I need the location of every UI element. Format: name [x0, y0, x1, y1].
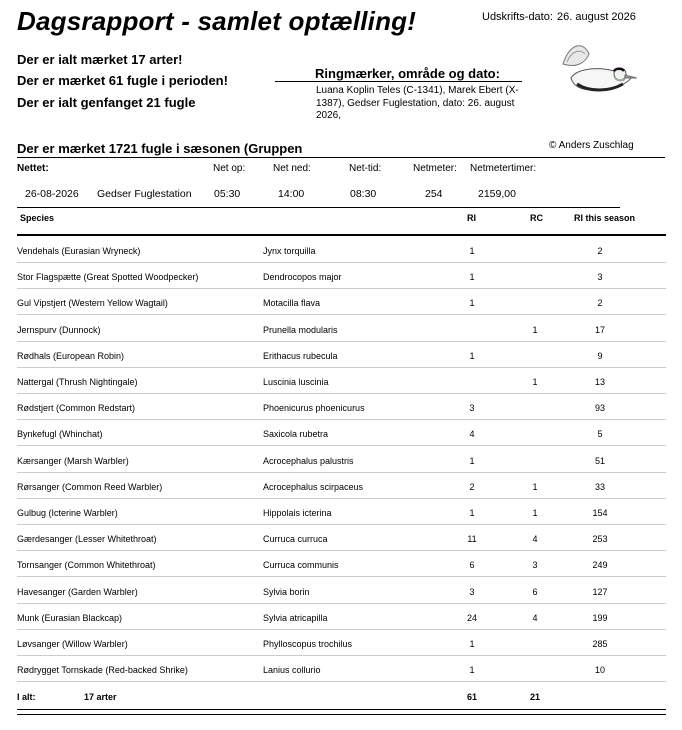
- ri-value: 11: [467, 534, 477, 545]
- latin-name: Acrocephalus scirpaceus: [263, 481, 364, 492]
- net-meter-value: 254: [425, 188, 443, 200]
- season-value: 2: [597, 298, 603, 309]
- net-metertimer-value: 2159,00: [478, 188, 516, 200]
- season-total: Der er mærket 1721 fugle i sæsonen (Gruppen: [17, 141, 303, 156]
- totals-ri: 61: [466, 692, 477, 702]
- rc-value: 3: [532, 560, 538, 571]
- ri-value: 3: [469, 403, 475, 414]
- season-divider: [17, 157, 665, 158]
- latin-name: Prunella modularis: [263, 324, 338, 335]
- season-value: 154: [592, 508, 608, 518]
- latin-name: Phylloscopus trochilus: [263, 639, 353, 649]
- ri-value: 24: [466, 612, 477, 623]
- net-divider: [17, 207, 620, 208]
- rc-value: 1: [532, 508, 538, 518]
- table-row: [17, 525, 666, 551]
- net-header-ned: Net ned:: [273, 163, 311, 174]
- column-ri: RI: [467, 213, 476, 223]
- table-header-divider: [17, 234, 666, 236]
- latin-name: Curruca communis: [263, 560, 339, 571]
- species-name: Munk (Eurasian Blackcap): [17, 612, 123, 623]
- ri-value: 1: [469, 350, 475, 361]
- table-row: [17, 473, 666, 499]
- latin-name: Acrocephalus palustris: [263, 455, 354, 466]
- season-value: 3: [597, 272, 603, 283]
- print-date-label: Udskrifts-dato:: [482, 11, 553, 23]
- summary-species-marked: Der er ialt mærket 17 arter!: [17, 52, 183, 67]
- table-row: [17, 447, 666, 473]
- table-end-rule-1: [17, 709, 666, 710]
- net-ned-value: 14:00: [278, 188, 305, 200]
- rc-value: 1: [532, 324, 538, 335]
- season-value: 127: [592, 586, 608, 597]
- column-rc: RC: [530, 213, 543, 223]
- species-name: Gærdesanger (Lesser Whitethroat): [17, 534, 157, 545]
- table-row: [17, 289, 666, 315]
- species-name: Tornsanger (Common Whitethroat): [17, 560, 156, 571]
- net-header-tid: Net-tid:: [349, 163, 382, 174]
- column-species: Species: [20, 213, 55, 223]
- ri-value: 2: [469, 481, 475, 492]
- ri-value: 3: [469, 586, 475, 597]
- season-value: 5: [597, 429, 603, 440]
- table-row: [17, 630, 666, 656]
- latin-name: Sylvia borin: [263, 586, 310, 597]
- latin-name: Phoenicurus phoenicurus: [263, 403, 365, 414]
- species-name: Gulbug (Icterine Warbler): [17, 508, 118, 518]
- species-name: Havesanger (Garden Warbler): [17, 586, 138, 597]
- totals-row: [17, 683, 666, 709]
- season-value: 285: [592, 639, 608, 649]
- season-value: 253: [592, 534, 608, 545]
- table-row: [17, 237, 666, 263]
- species-name: Jernspurv (Dunnock): [17, 324, 101, 335]
- species-name: Nattergal (Thrush Nightingale): [17, 377, 138, 387]
- table-row: [17, 578, 666, 604]
- net-location: Gedser Fuglestation: [97, 188, 192, 200]
- species-name: Gul Vipstjert (Western Yellow Wagtail): [17, 298, 168, 309]
- rc-value: 6: [532, 586, 538, 597]
- rc-value: 1: [532, 377, 538, 387]
- totals-species: 17 arter: [84, 692, 117, 702]
- table-row: [17, 394, 666, 420]
- species-name: Løvsanger (Willow Warbler): [17, 639, 128, 649]
- season-value: 249: [592, 560, 608, 571]
- ringers-text: Luana Koplin Teles (C-1341), Marek Ebert (X-1387), Gedser Fuglestation, dato: 26. august 2026,: [316, 85, 519, 121]
- ri-value: 1: [469, 508, 475, 518]
- summary-recaptured: Der er ialt genfanget 21 fugle: [17, 95, 196, 110]
- net-tid-value: 08:30: [350, 188, 377, 200]
- latin-name: Curruca curruca: [263, 534, 328, 545]
- season-value: 2: [597, 246, 603, 256]
- season-value: 199: [592, 612, 608, 623]
- ri-value: 1: [469, 246, 475, 256]
- season-value: 10: [594, 665, 605, 676]
- table-row: [17, 499, 666, 525]
- species-name: Bynkefugl (Whinchat): [17, 429, 103, 440]
- report-title: Dagsrapport - samlet optælling!: [17, 6, 417, 36]
- season-value: 51: [594, 455, 605, 466]
- net-op-value: 05:30: [214, 188, 241, 200]
- species-name: Rørsanger (Common Reed Warbler): [17, 481, 163, 492]
- season-value: 13: [594, 377, 605, 387]
- column-season: RI this season: [574, 213, 636, 223]
- latin-name: Lanius collurio: [263, 665, 321, 676]
- table-end-rule-2: [17, 714, 666, 715]
- totals-label: I alt:: [17, 692, 36, 702]
- print-date-value: 26. august 2026: [557, 11, 636, 23]
- season-value: 9: [597, 350, 603, 361]
- species-name: Kærsanger (Marsh Warbler): [17, 455, 129, 466]
- table-row: [17, 656, 666, 682]
- season-value: 93: [594, 403, 605, 414]
- latin-name: Sylvia atricapilla: [263, 612, 328, 623]
- table-row: [17, 263, 666, 289]
- latin-name: Hippolais icterina: [263, 508, 332, 518]
- latin-name: Erithacus rubecula: [263, 350, 338, 361]
- species-name: Rødhals (European Robin): [17, 350, 125, 361]
- table-row: [17, 342, 666, 368]
- table-row: [17, 551, 666, 577]
- ri-value: 1: [469, 272, 475, 283]
- table-row: [17, 420, 666, 446]
- ri-value: 1: [469, 298, 475, 309]
- table-row: [17, 368, 666, 394]
- latin-name: Jynx torquilla: [263, 246, 316, 256]
- latin-name: Saxicola rubetra: [263, 429, 329, 440]
- species-name: Rødrygget Tornskade (Red-backed Shrike): [17, 665, 188, 676]
- totals-rc: 21: [529, 692, 540, 702]
- ri-value: 1: [469, 639, 475, 649]
- ringers-divider: [275, 81, 522, 82]
- rc-value: 4: [532, 534, 538, 545]
- ri-value: 1: [469, 455, 475, 466]
- net-header-meter: Netmeter:: [413, 163, 457, 174]
- ringers-title: Ringmærker, område og dato:: [315, 66, 500, 81]
- rc-value: 1: [532, 481, 538, 492]
- latin-name: Dendrocopos major: [263, 272, 342, 283]
- season-value: 17: [594, 324, 605, 335]
- eider-duck-icon: [557, 40, 639, 102]
- latin-name: Luscinia luscinia: [263, 377, 329, 387]
- season-value: 33: [594, 481, 605, 492]
- species-name: Rødstjert (Common Redstart): [17, 403, 136, 414]
- table-row: [17, 316, 666, 342]
- copyright: © Anders Zuschlag: [549, 140, 634, 151]
- ri-value: 1: [469, 665, 475, 676]
- net-header-nettet: Nettet:: [17, 163, 49, 174]
- ri-value: 4: [469, 429, 475, 440]
- net-header-op: Net op:: [213, 163, 246, 174]
- summary-birds-marked: Der er mærket 61 fugle i perioden!: [17, 73, 228, 88]
- net-date: 26-08-2026: [25, 188, 79, 200]
- latin-name: Motacilla flava: [263, 298, 321, 309]
- species-name: Vendehals (Eurasian Wryneck): [17, 246, 141, 256]
- table-row: [17, 604, 666, 630]
- ri-value: 6: [469, 560, 475, 571]
- rc-value: 4: [532, 612, 538, 623]
- net-header-metertimer: Netmetertimer:: [470, 163, 537, 174]
- species-name: Stor Flagspætte (Great Spotted Woodpecker): [17, 272, 199, 283]
